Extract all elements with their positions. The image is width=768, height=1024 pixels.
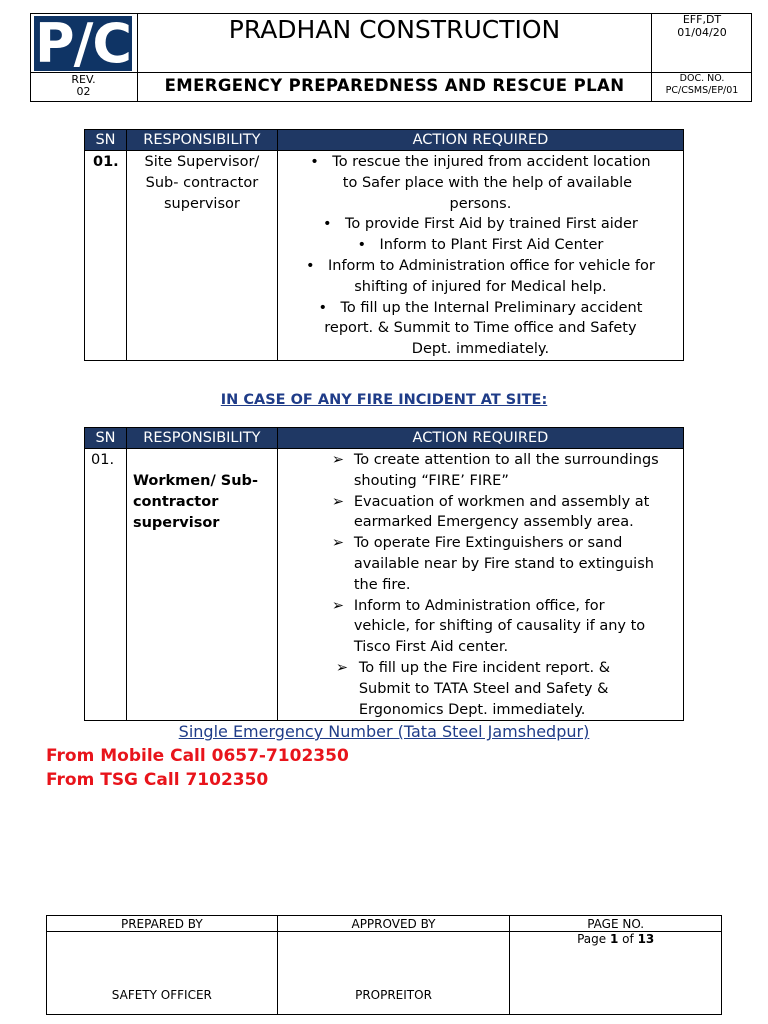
responsibility-line: supervisor bbox=[164, 195, 240, 212]
responsibility-line: supervisor bbox=[132, 514, 220, 531]
responsibility-cell bbox=[126, 449, 277, 721]
page-of: of bbox=[622, 932, 634, 946]
action-text: shouting “FIRE’ FIRE” bbox=[353, 472, 509, 489]
list-item bbox=[330, 658, 683, 720]
arrow-bullet-icon: ➢ bbox=[331, 597, 344, 614]
emergency-number-title: Single Emergency Number (Tata Steel Jamshedpur) bbox=[178, 722, 590, 741]
page-current: 1 bbox=[609, 932, 619, 946]
arrow-bullet-icon: ➢ bbox=[331, 493, 344, 510]
action-text: To provide First Aid by trained First aider bbox=[345, 216, 638, 233]
action-text: Evacuation of workmen and assembly at bbox=[353, 493, 650, 510]
action-text: To operate Fire Extinguishers or sand bbox=[353, 535, 623, 552]
action-text: shifting of injured for Medical help. bbox=[354, 278, 607, 295]
responsibility-line: Workmen/ Sub- bbox=[132, 473, 258, 489]
document-title: EMERGENCY PREPAREDNESS AND RESCUE PLAN bbox=[164, 75, 625, 95]
revision-number: 02 bbox=[76, 85, 91, 98]
prepared-by-signature: SAFETY OFFICER bbox=[47, 932, 278, 1015]
action-text: To fill up the Fire incident report. & bbox=[358, 659, 611, 676]
column-header-responsibility: RESPONSIBILITY bbox=[126, 428, 277, 449]
bullet-icon: • bbox=[357, 237, 367, 254]
column-header-sn: SN bbox=[85, 428, 127, 449]
signature-footer bbox=[46, 915, 722, 1015]
sn-cell: 01. bbox=[85, 151, 127, 361]
action-text: Tisco First Aid center. bbox=[353, 639, 509, 656]
list-item bbox=[278, 194, 683, 215]
action-text: Inform to Administration office for vehicle for bbox=[327, 257, 655, 274]
list-item bbox=[278, 318, 683, 339]
list-item bbox=[330, 533, 683, 595]
list-item bbox=[330, 596, 683, 658]
arrow-bullet-icon: ➢ bbox=[335, 659, 348, 676]
action-text: To fill up the Internal Preliminary accident bbox=[340, 299, 643, 316]
list-item bbox=[278, 214, 683, 235]
action-text: To rescue the injured from accident location bbox=[332, 154, 651, 170]
effective-date-label: EFF,DT bbox=[682, 13, 722, 26]
bullet-icon: • bbox=[310, 154, 319, 170]
column-header-action: ACTION REQUIRED bbox=[277, 428, 683, 449]
prepared-by-label: PREPARED BY bbox=[47, 916, 278, 932]
list-item bbox=[330, 492, 683, 534]
rescue-responsibility-table bbox=[84, 129, 684, 361]
company-logo: P/C bbox=[35, 12, 131, 75]
column-header-sn: SN bbox=[85, 130, 127, 151]
mobile-emergency-number: From Mobile Call 0657-7102350 bbox=[46, 746, 349, 766]
action-text: Ergonomics Dept. immediately. bbox=[358, 701, 586, 718]
action-text: persons. bbox=[449, 195, 512, 212]
arrow-bullet-icon: ➢ bbox=[331, 535, 344, 552]
approved-by-label: APPROVED BY bbox=[277, 916, 510, 932]
action-cell bbox=[277, 449, 683, 721]
revision-block bbox=[30, 74, 137, 98]
action-text: report. & Summit to Time office and Safety bbox=[324, 320, 637, 337]
list-item bbox=[278, 152, 683, 173]
list-item bbox=[278, 173, 683, 194]
company-name: PRADHAN CONSTRUCTION bbox=[228, 14, 561, 44]
action-text: the fire. bbox=[353, 576, 411, 593]
arrow-bullet-icon: ➢ bbox=[331, 452, 344, 468]
fire-incident-heading: IN CASE OF ANY FIRE INCIDENT AT SITE: bbox=[220, 392, 548, 408]
approved-by-signature: PROPREITOR bbox=[277, 932, 510, 1015]
bullet-icon: • bbox=[305, 257, 315, 274]
fire-responsibility-table bbox=[84, 427, 684, 721]
list-item bbox=[330, 450, 683, 492]
list-item bbox=[278, 298, 683, 319]
doc-number-label: DOC. NO. bbox=[679, 73, 725, 84]
bullet-icon: • bbox=[323, 216, 332, 233]
list-item bbox=[278, 256, 683, 277]
table-header-row bbox=[85, 428, 684, 449]
effective-date-block bbox=[652, 13, 752, 39]
page-total: 13 bbox=[637, 932, 655, 946]
table-row bbox=[85, 449, 684, 721]
page-word: Page bbox=[577, 932, 607, 946]
effective-date: 01/04/20 bbox=[677, 26, 727, 39]
doc-number-block bbox=[652, 73, 752, 97]
column-header-responsibility: RESPONSIBILITY bbox=[126, 130, 277, 151]
column-header-action: ACTION REQUIRED bbox=[277, 130, 683, 151]
action-text: Dept. immediately. bbox=[411, 341, 550, 358]
action-text: Submit to TATA Steel and Safety & bbox=[358, 680, 609, 697]
list-item bbox=[278, 277, 683, 298]
doc-number: PC/CSMS/EP/01 bbox=[665, 85, 739, 96]
responsibility-line: Site Supervisor/ bbox=[144, 154, 260, 170]
page-number-label: PAGE NO. bbox=[510, 916, 722, 932]
action-text: vehicle, for shifting of causality if any to bbox=[353, 618, 646, 635]
page-number bbox=[510, 932, 722, 1015]
action-list bbox=[330, 450, 683, 720]
responsibility-line: Sub- contractor bbox=[145, 174, 259, 191]
table-row bbox=[85, 151, 684, 361]
responsibility-cell bbox=[126, 151, 277, 361]
action-text: earmarked Emergency assembly area. bbox=[353, 514, 634, 531]
action-text: Inform to Plant First Aid Center bbox=[379, 237, 604, 254]
bullet-icon: • bbox=[318, 299, 328, 316]
list-item bbox=[278, 339, 683, 360]
table-header-row bbox=[85, 130, 684, 151]
tsg-emergency-number: From TSG Call 7102350 bbox=[46, 770, 269, 790]
action-cell bbox=[277, 151, 683, 361]
responsibility-line: contractor bbox=[132, 493, 219, 510]
action-text: Inform to Administration office, for bbox=[353, 597, 605, 614]
action-text: To create attention to all the surroundings bbox=[353, 452, 659, 468]
revision-label: REV. bbox=[71, 73, 96, 86]
sn-cell: 01. bbox=[85, 449, 127, 721]
action-text: to Safer place with the help of available bbox=[342, 174, 633, 191]
action-text: available near by Fire stand to extinguish bbox=[353, 555, 654, 572]
list-item bbox=[278, 235, 683, 256]
action-list bbox=[278, 152, 683, 360]
